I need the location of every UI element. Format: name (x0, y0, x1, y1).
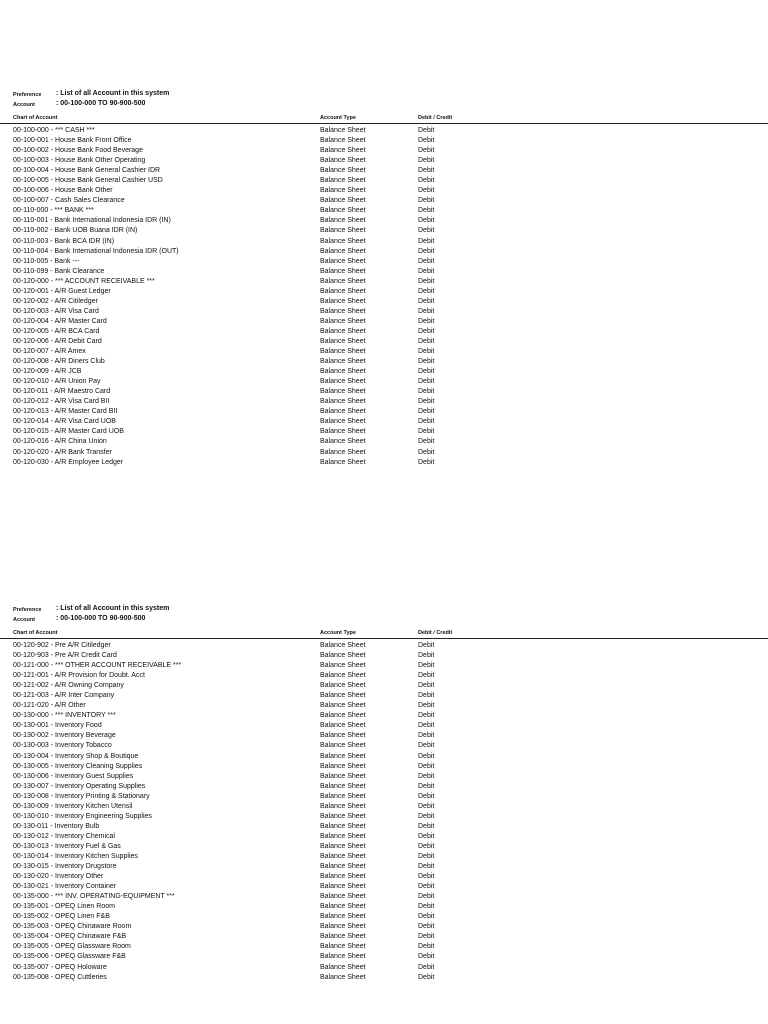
account-type-cell: Balance Sheet (320, 852, 366, 860)
account-type-cell: Balance Sheet (320, 782, 366, 790)
chart-of-account-cell: 00-120-016 - A/R China Union (13, 438, 107, 446)
table-row (0, 762, 768, 772)
debit-credit-cell: Debit (418, 933, 435, 941)
table-row (0, 247, 768, 257)
table-row (0, 661, 768, 671)
table-row (0, 146, 768, 156)
debit-credit-cell: Debit (418, 177, 435, 185)
table-row (0, 671, 768, 681)
chart-of-account-cell: 00-130-008 - Inventory Printing & Stationary (13, 792, 150, 800)
chart-of-account-cell: 00-110-002 - Bank UOB Buana IDR (IN) (13, 227, 138, 235)
debit-credit-cell: Debit (418, 722, 435, 730)
account-type-cell: Balance Sheet (320, 297, 366, 305)
account-type-cell: Balance Sheet (320, 398, 366, 406)
account-type-cell: Balance Sheet (320, 953, 366, 961)
account-type-cell: Balance Sheet (320, 257, 366, 265)
debit-credit-cell: Debit (418, 147, 435, 155)
table-row (0, 752, 768, 762)
table-row (0, 842, 768, 852)
account-type-cell: Balance Sheet (320, 662, 366, 670)
chart-of-account-cell: 00-135-002 - OPEQ Linen F&B (13, 913, 110, 921)
chart-of-account-cell: 00-120-000 - *** ACCOUNT RECEIVABLE *** (13, 277, 155, 285)
chart-of-account-cell: 00-120-011 - A/R Maestro Card (13, 388, 111, 396)
account-type-cell: Balance Sheet (320, 428, 366, 436)
debit-credit-cell: Debit (418, 852, 435, 860)
chart-of-account-cell: 00-130-007 - Inventory Operating Supplies (13, 782, 146, 790)
table-row (0, 912, 768, 922)
chart-of-account-cell: 00-130-003 - Inventory Tobacco (13, 742, 112, 750)
table-row (0, 347, 768, 357)
debit-credit-cell: Debit (418, 832, 435, 840)
debit-credit-cell: Debit (418, 792, 435, 800)
account-type-cell: Balance Sheet (320, 307, 366, 315)
debit-credit-cell: Debit (418, 217, 435, 225)
debit-credit-cell: Debit (418, 207, 435, 215)
table-row (0, 772, 768, 782)
account-type-cell: Balance Sheet (320, 712, 366, 720)
account-type-cell: Balance Sheet (320, 227, 366, 235)
account-list (0, 641, 768, 983)
account-list (0, 126, 768, 468)
table-row (0, 407, 768, 417)
account-type-cell: Balance Sheet (320, 317, 366, 325)
account-type-cell: Balance Sheet (320, 732, 366, 740)
table-row (0, 367, 768, 377)
chart-of-account-cell: 00-130-015 - Inventory Drugstore (13, 863, 117, 871)
debit-credit-cell: Debit (418, 802, 435, 810)
chart-of-account-cell: 00-110-099 - Bank Clearance (13, 267, 105, 275)
table-row (0, 277, 768, 287)
debit-credit-cell: Debit (418, 277, 435, 285)
account-type-cell: Balance Sheet (320, 327, 366, 335)
table-row (0, 287, 768, 297)
chart-of-account-cell: 00-100-004 - House Bank General Cashier IDR (13, 167, 161, 175)
account-type-cell: Balance Sheet (320, 348, 366, 356)
table-row (0, 782, 768, 792)
account-value: : 00-100-000 TO 90-900-500 (56, 615, 146, 622)
account-type-cell: Balance Sheet (320, 752, 366, 760)
column-header-chart-of-account: Chart of Account (13, 115, 58, 121)
report-page-2 (0, 605, 768, 983)
preference-label: Preference (13, 92, 42, 98)
table-row (0, 196, 768, 206)
account-type-cell: Balance Sheet (320, 933, 366, 941)
debit-credit-cell: Debit (418, 287, 435, 295)
chart-of-account-cell: 00-120-006 - A/R Debit Card (13, 337, 102, 345)
chart-of-account-cell: 00-130-004 - Inventory Shop & Boutique (13, 752, 139, 760)
chart-of-account-cell: 00-135-005 - OPEQ Glassware Room (13, 943, 131, 951)
table-row (0, 357, 768, 367)
table-row (0, 731, 768, 741)
debit-credit-cell: Debit (418, 358, 435, 366)
chart-of-account-cell: 00-120-030 - A/R Employee Ledger (13, 458, 124, 466)
table-row (0, 641, 768, 651)
debit-credit-cell: Debit (418, 742, 435, 750)
preference-label: Preference (13, 607, 42, 613)
account-type-cell: Balance Sheet (320, 197, 366, 205)
account-type-cell: Balance Sheet (320, 418, 366, 426)
debit-credit-cell: Debit (418, 762, 435, 770)
chart-of-account-cell: 00-120-007 - A/R Amex (13, 348, 86, 356)
table-row (0, 651, 768, 661)
debit-credit-cell: Debit (418, 953, 435, 961)
table-row (0, 176, 768, 186)
debit-credit-cell: Debit (418, 772, 435, 780)
chart-of-account-cell: 00-121-002 - A/R Owning Company (13, 682, 124, 690)
table-row (0, 437, 768, 447)
column-header-debit-credit: Debit / Credit (418, 630, 453, 636)
debit-credit-cell: Debit (418, 348, 435, 356)
debit-credit-cell: Debit (418, 297, 435, 305)
column-header-chart-of-account: Chart of Account (13, 630, 58, 636)
chart-of-account-cell: 00-130-020 - Inventory Other (13, 873, 104, 881)
chart-of-account-cell: 00-121-000 - *** OTHER ACCOUNT RECEIVABLE *** (13, 662, 182, 670)
column-header-row (0, 628, 768, 639)
chart-of-account-cell: 00-120-013 - A/R Master Card BII (13, 408, 118, 416)
account-type-cell: Balance Sheet (320, 973, 366, 981)
debit-credit-cell: Debit (418, 237, 435, 245)
debit-credit-cell: Debit (418, 137, 435, 145)
table-row (0, 862, 768, 872)
debit-credit-cell: Debit (418, 883, 435, 891)
table-row (0, 136, 768, 146)
account-type-cell: Balance Sheet (320, 127, 366, 134)
account-type-cell: Balance Sheet (320, 267, 366, 275)
table-row (0, 257, 768, 267)
table-row (0, 882, 768, 892)
table-row (0, 902, 768, 912)
table-row (0, 387, 768, 397)
preference-row (0, 90, 768, 100)
chart-of-account-cell: 00-120-003 - A/R Visa Card (13, 307, 99, 315)
debit-credit-cell: Debit (418, 692, 435, 700)
account-type-cell: Balance Sheet (320, 692, 366, 700)
account-type-cell: Balance Sheet (320, 157, 366, 165)
chart-of-account-cell: 00-100-002 - House Bank Food Beverage (13, 147, 143, 155)
account-type-cell: Balance Sheet (320, 742, 366, 750)
table-row (0, 448, 768, 458)
debit-credit-cell: Debit (418, 822, 435, 830)
chart-of-account-cell: 00-120-009 - A/R JCB (13, 368, 82, 376)
chart-of-account-cell: 00-100-007 - Cash Sales Clearance (13, 197, 125, 205)
chart-of-account-cell: 00-100-006 - House Bank Other (13, 187, 113, 195)
chart-of-account-cell: 00-130-014 - Inventory Kitchen Supplies (13, 852, 138, 860)
account-type-cell: Balance Sheet (320, 762, 366, 770)
debit-credit-cell: Debit (418, 973, 435, 981)
debit-credit-cell: Debit (418, 642, 435, 649)
debit-credit-cell: Debit (418, 267, 435, 275)
account-type-cell: Balance Sheet (320, 147, 366, 155)
account-type-cell: Balance Sheet (320, 893, 366, 901)
debit-credit-cell: Debit (418, 943, 435, 951)
table-row (0, 307, 768, 317)
account-type-cell: Balance Sheet (320, 217, 366, 225)
debit-credit-cell: Debit (418, 662, 435, 670)
chart-of-account-cell: 00-120-020 - A/R Bank Transfer (13, 448, 112, 456)
chart-of-account-cell: 00-120-008 - A/R Diners Club (13, 358, 105, 366)
debit-credit-cell: Debit (418, 672, 435, 680)
chart-of-account-cell: 00-135-007 - OPEQ Holoware (13, 963, 107, 971)
report-page-1 (0, 90, 768, 468)
preference-value: : List of all Account in this system (56, 90, 170, 97)
chart-of-account-cell: 00-135-006 - OPEQ Glassware F&B (13, 953, 126, 961)
chart-of-account-cell: 00-110-000 - *** BANK *** (13, 207, 94, 215)
account-type-cell: Balance Sheet (320, 237, 366, 245)
chart-of-account-cell: 00-121-003 - A/R Inter Company (13, 692, 115, 700)
account-type-cell: Balance Sheet (320, 873, 366, 881)
account-type-cell: Balance Sheet (320, 812, 366, 820)
table-row (0, 963, 768, 973)
table-row (0, 741, 768, 751)
chart-of-account-cell: 00-135-008 - OPEQ Cuttleries (13, 973, 107, 981)
debit-credit-cell: Debit (418, 812, 435, 820)
chart-of-account-cell: 00-121-020 - A/R Other (13, 702, 86, 710)
debit-credit-cell: Debit (418, 408, 435, 416)
table-row (0, 226, 768, 236)
account-type-cell: Balance Sheet (320, 247, 366, 255)
debit-credit-cell: Debit (418, 398, 435, 406)
account-type-cell: Balance Sheet (320, 832, 366, 840)
debit-credit-cell: Debit (418, 732, 435, 740)
debit-credit-cell: Debit (418, 127, 435, 134)
account-type-cell: Balance Sheet (320, 358, 366, 366)
chart-of-account-cell: 00-130-010 - Inventory Engineering Supplies (13, 812, 152, 820)
account-type-cell: Balance Sheet (320, 943, 366, 951)
table-row (0, 166, 768, 176)
account-type-cell: Balance Sheet (320, 672, 366, 680)
chart-of-account-cell: 00-130-001 - Inventory Food (13, 722, 102, 730)
chart-of-account-cell: 00-120-014 - A/R Visa Card UOB (13, 418, 116, 426)
table-row (0, 216, 768, 226)
column-header-row (0, 113, 768, 124)
account-type-cell: Balance Sheet (320, 137, 366, 145)
debit-credit-cell: Debit (418, 873, 435, 881)
chart-of-account-cell: 00-120-903 - Pre A/R Credit Card (13, 652, 117, 660)
account-type-cell: Balance Sheet (320, 652, 366, 660)
debit-credit-cell: Debit (418, 418, 435, 426)
chart-of-account-cell: 00-130-005 - Inventory Cleaning Supplies (13, 762, 143, 770)
table-row (0, 427, 768, 437)
table-row (0, 922, 768, 932)
chart-of-account-cell: 00-130-012 - Inventory Chemical (13, 832, 115, 840)
debit-credit-cell: Debit (418, 652, 435, 660)
debit-credit-cell: Debit (418, 893, 435, 901)
chart-of-account-cell: 00-120-010 - A/R Union Pay (13, 378, 101, 386)
preference-row (0, 605, 768, 615)
table-row (0, 327, 768, 337)
table-row (0, 711, 768, 721)
preference-value: : List of all Account in this system (56, 605, 170, 612)
debit-credit-cell: Debit (418, 458, 435, 466)
debit-credit-cell: Debit (418, 378, 435, 386)
account-type-cell: Balance Sheet (320, 802, 366, 810)
account-type-cell: Balance Sheet (320, 903, 366, 911)
column-header-account-type: Account Type (320, 115, 356, 121)
table-row (0, 681, 768, 691)
debit-credit-cell: Debit (418, 682, 435, 690)
chart-of-account-cell: 00-100-000 - *** CASH *** (13, 127, 95, 134)
debit-credit-cell: Debit (418, 842, 435, 850)
account-type-cell: Balance Sheet (320, 438, 366, 446)
table-row (0, 267, 768, 277)
account-type-cell: Balance Sheet (320, 913, 366, 921)
table-row (0, 872, 768, 882)
chart-of-account-cell: 00-120-015 - A/R Master Card UOB (13, 428, 124, 436)
debit-credit-cell: Debit (418, 863, 435, 871)
account-type-cell: Balance Sheet (320, 287, 366, 295)
account-type-cell: Balance Sheet (320, 378, 366, 386)
account-type-cell: Balance Sheet (320, 772, 366, 780)
chart-of-account-cell: 00-100-001 - House Bank Front Office (13, 137, 132, 145)
chart-of-account-cell: 00-120-005 - A/R BCA Card (13, 327, 100, 335)
account-type-cell: Balance Sheet (320, 207, 366, 215)
table-row (0, 237, 768, 247)
table-row (0, 832, 768, 842)
account-type-cell: Balance Sheet (320, 408, 366, 416)
debit-credit-cell: Debit (418, 337, 435, 345)
account-type-cell: Balance Sheet (320, 448, 366, 456)
chart-of-account-cell: 00-100-005 - House Bank General Cashier USD (13, 177, 163, 185)
chart-of-account-cell: 00-135-001 - OPEQ Linen Room (13, 903, 115, 911)
debit-credit-cell: Debit (418, 428, 435, 436)
debit-credit-cell: Debit (418, 317, 435, 325)
chart-of-account-cell: 00-120-002 - A/R Citiledger (13, 297, 98, 305)
account-type-cell: Balance Sheet (320, 642, 366, 649)
debit-credit-cell: Debit (418, 963, 435, 971)
account-type-cell: Balance Sheet (320, 388, 366, 396)
account-type-cell: Balance Sheet (320, 792, 366, 800)
chart-of-account-cell: 00-120-902 - Pre A/R Citiledger (13, 642, 111, 649)
table-row (0, 812, 768, 822)
chart-of-account-cell: 00-130-021 - Inventory Container (13, 883, 117, 891)
debit-credit-cell: Debit (418, 197, 435, 205)
debit-credit-cell: Debit (418, 187, 435, 195)
chart-of-account-cell: 00-120-004 - A/R Master Card (13, 317, 107, 325)
debit-credit-cell: Debit (418, 167, 435, 175)
account-type-cell: Balance Sheet (320, 277, 366, 285)
table-row (0, 973, 768, 983)
debit-credit-cell: Debit (418, 388, 435, 396)
debit-credit-cell: Debit (418, 448, 435, 456)
account-type-cell: Balance Sheet (320, 682, 366, 690)
chart-of-account-cell: 00-110-001 - Bank International Indonesia IDR (IN) (13, 217, 171, 225)
debit-credit-cell: Debit (418, 327, 435, 335)
debit-credit-cell: Debit (418, 752, 435, 760)
account-type-cell: Balance Sheet (320, 187, 366, 195)
table-row (0, 721, 768, 731)
chart-of-account-cell: 00-121-001 - A/R Provision for Doubt. Acct (13, 672, 145, 680)
column-header-debit-credit: Debit / Credit (418, 115, 453, 121)
chart-of-account-cell: 00-110-003 - Bank BCA IDR (IN) (13, 237, 115, 245)
account-value: : 00-100-000 TO 90-900-500 (56, 100, 146, 107)
debit-credit-cell: Debit (418, 923, 435, 931)
account-label: Account (13, 102, 35, 108)
account-row (0, 615, 768, 625)
debit-credit-cell: Debit (418, 913, 435, 921)
table-row (0, 417, 768, 427)
table-row (0, 802, 768, 812)
account-type-cell: Balance Sheet (320, 722, 366, 730)
account-type-cell: Balance Sheet (320, 822, 366, 830)
account-type-cell: Balance Sheet (320, 177, 366, 185)
table-row (0, 156, 768, 166)
table-row (0, 206, 768, 216)
table-row (0, 297, 768, 307)
chart-of-account-cell: 00-100-003 - House Bank Other Operating (13, 157, 146, 165)
account-row (0, 100, 768, 110)
account-type-cell: Balance Sheet (320, 702, 366, 710)
account-label: Account (13, 617, 35, 623)
debit-credit-cell: Debit (418, 782, 435, 790)
debit-credit-cell: Debit (418, 702, 435, 710)
account-type-cell: Balance Sheet (320, 923, 366, 931)
debit-credit-cell: Debit (418, 438, 435, 446)
chart-of-account-cell: 00-110-005 - Bank --- (13, 257, 80, 265)
chart-of-account-cell: 00-130-013 - Inventory Fuel & Gas (13, 842, 121, 850)
table-row (0, 337, 768, 347)
debit-credit-cell: Debit (418, 157, 435, 165)
account-type-cell: Balance Sheet (320, 458, 366, 466)
chart-of-account-cell: 00-135-003 - OPEQ Chinaware Room (13, 923, 132, 931)
table-row (0, 942, 768, 952)
table-row (0, 186, 768, 196)
column-header-account-type: Account Type (320, 630, 356, 636)
debit-credit-cell: Debit (418, 307, 435, 315)
chart-of-account-cell: 00-120-012 - A/R Visa Card BII (13, 398, 110, 406)
chart-of-account-cell: 00-130-000 - *** INVENTORY *** (13, 712, 116, 720)
account-type-cell: Balance Sheet (320, 883, 366, 891)
account-type-cell: Balance Sheet (320, 842, 366, 850)
chart-of-account-cell: 00-130-006 - Inventory Guest Supplies (13, 772, 134, 780)
debit-credit-cell: Debit (418, 257, 435, 265)
debit-credit-cell: Debit (418, 247, 435, 255)
chart-of-account-cell: 00-135-004 - OPEQ Chinaware F&B (13, 933, 127, 941)
table-row (0, 892, 768, 902)
table-row (0, 822, 768, 832)
table-row (0, 691, 768, 701)
table-row (0, 458, 768, 468)
account-type-cell: Balance Sheet (320, 167, 366, 175)
account-type-cell: Balance Sheet (320, 368, 366, 376)
chart-of-account-cell: 00-130-011 - Inventory Bulb (13, 822, 100, 830)
table-row (0, 792, 768, 802)
debit-credit-cell: Debit (418, 903, 435, 911)
table-row (0, 852, 768, 862)
table-row (0, 701, 768, 711)
table-row (0, 932, 768, 942)
table-row (0, 317, 768, 327)
chart-of-account-cell: 00-120-001 - A/R Guest Ledger (13, 287, 111, 295)
table-row (0, 952, 768, 962)
debit-credit-cell: Debit (418, 712, 435, 720)
table-row (0, 377, 768, 387)
chart-of-account-cell: 00-110-004 - Bank International Indonesia IDR (OUT) (13, 247, 179, 255)
table-row (0, 397, 768, 407)
account-type-cell: Balance Sheet (320, 863, 366, 871)
debit-credit-cell: Debit (418, 227, 435, 235)
chart-of-account-cell: 00-130-002 - Inventory Beverage (13, 732, 116, 740)
table-row (0, 126, 768, 136)
chart-of-account-cell: 00-135-000 - *** INV. OPERATING-EQUIPMENT *** (13, 893, 175, 901)
debit-credit-cell: Debit (418, 368, 435, 376)
chart-of-account-cell: 00-130-009 - Inventory Kitchen Utensil (13, 802, 133, 810)
account-type-cell: Balance Sheet (320, 963, 366, 971)
account-type-cell: Balance Sheet (320, 337, 366, 345)
